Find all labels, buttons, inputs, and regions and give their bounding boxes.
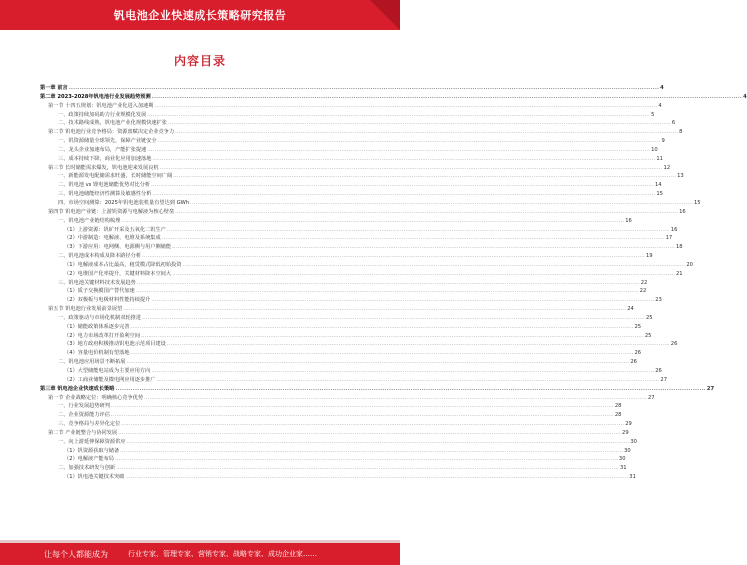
toc-entry-text: （1）上游资源：钒矿开采及五氧化二钒生产 <box>64 226 166 233</box>
toc-leader-dots <box>162 234 665 243</box>
toc-entry-text: （2）双极板与电极材料性能持续提升 <box>64 297 151 304</box>
toc-entry[interactable] <box>40 429 629 438</box>
toc-entry[interactable] <box>40 402 622 411</box>
toc-entry[interactable] <box>40 305 634 314</box>
page-footer <box>0 543 400 565</box>
toc-entry-text: （2）电解液产能布局 <box>64 456 114 463</box>
toc-entry-text: （1）大型储能电站成为主要应用方向 <box>64 368 151 374</box>
toc-leader-dots <box>141 332 644 341</box>
toc-page-number: 26 <box>634 350 642 357</box>
toc-leader-dots <box>152 155 655 164</box>
toc-leader-dots <box>136 287 639 296</box>
toc-leader-dots <box>172 243 675 252</box>
toc-leader-dots <box>167 226 670 235</box>
toc-entry[interactable] <box>40 146 658 155</box>
toc-page-number: 27 <box>706 385 715 392</box>
toc-page-number: 28 <box>614 403 622 410</box>
toc-entry-text: 第二节 钒电池行业竞争格局：资源禀赋决定企业竞争力 <box>48 129 175 136</box>
toc-entry-text: 第一章 前言 <box>40 85 68 91</box>
toc-entry-text: 二、技术路线成熟，钒电池产业化规模快速扩张 <box>58 120 167 127</box>
toc-page-number: 4 <box>743 93 747 100</box>
toc-entry-text: （4）容量电价机制有望落地 <box>64 350 130 357</box>
toc-page-number: 11 <box>656 155 663 162</box>
toc-page-number: 25 <box>645 314 653 321</box>
toc-leader-dots <box>147 111 650 120</box>
toc-leader-dots <box>160 164 663 173</box>
toc-entry-text: 二、钒电池成本构成及降本路径分析 <box>58 253 142 260</box>
toc-page-number: 5 <box>651 111 655 118</box>
toc-page-number: 31 <box>620 465 627 472</box>
toc-page-number: 20 <box>686 261 693 268</box>
toc-leader-dots <box>152 190 655 199</box>
toc-entry-text: （2）电堆国产化率提升，关键材料降本空间大 <box>64 270 172 277</box>
toc-entry-text: 四、市场空间测算：2025年钒电池装机量有望达到 GWh <box>58 199 190 206</box>
toc-entry[interactable] <box>40 155 663 164</box>
toc-entry[interactable] <box>40 181 662 190</box>
toc-page-number: 27 <box>660 376 668 383</box>
toc-entry[interactable] <box>40 226 678 235</box>
toc-entry-text: （1）钒资源获取与储备 <box>64 447 120 454</box>
toc-page-number: 24 <box>627 306 634 313</box>
toc-page-number: 29 <box>622 429 629 436</box>
toc-heading: 内容目录 <box>173 54 226 68</box>
toc-page-number: 28 <box>614 412 622 419</box>
report-header <box>0 0 400 30</box>
toc-leader-dots <box>121 420 624 429</box>
toc-entry[interactable] <box>40 367 662 376</box>
toc-entry[interactable] <box>40 84 664 93</box>
toc-entry-text: 一、新能源发电配储需求旺盛，长时储能空间广阔 <box>58 173 173 180</box>
toc-leader-dots <box>121 217 624 226</box>
toc-entry[interactable] <box>40 261 693 270</box>
toc-leader-dots <box>111 402 614 411</box>
report-title: 钒电池企业快速成长策略研究报告 <box>113 9 287 22</box>
toc-page-number: 6 <box>671 120 676 127</box>
toc-page-number: 29 <box>625 421 632 428</box>
toc-page-number: 23 <box>655 297 662 304</box>
toc-leader-dots <box>144 394 647 403</box>
table-of-contents <box>40 84 747 482</box>
toc-entry-text: 三、钒电池储能经济性测算及敏感性分析 <box>58 191 152 198</box>
toc-leader-dots <box>123 305 626 314</box>
toc-leader-dots <box>158 137 661 146</box>
toc-page-number: 25 <box>644 332 652 339</box>
toc-entry[interactable] <box>40 102 662 111</box>
toc-entry-text: 一、钒电池产业链结构梳理 <box>58 217 121 224</box>
toc-entry[interactable] <box>40 447 631 456</box>
toc-entry-text: 一、政策持续加码助力行业规模化发展 <box>58 111 147 118</box>
toc-entry[interactable] <box>40 296 662 305</box>
toc-entry[interactable] <box>40 111 655 120</box>
toc-page-number: 22 <box>639 288 647 295</box>
toc-page-number: 31 <box>629 474 636 481</box>
toc-leader-dots <box>175 208 678 217</box>
toc-entry[interactable] <box>40 464 627 473</box>
toc-page-number: 26 <box>655 368 662 374</box>
toc-entry[interactable] <box>40 119 676 128</box>
toc-page-number: 10 <box>651 146 658 153</box>
toc-entry-text: （2）电力市场改革打开盈利空间 <box>64 332 140 339</box>
toc-entry-text: （1）钒电池关键技术突破 <box>64 474 125 481</box>
toc-entry-text: 三、钒电池关键材料技术发展趋势 <box>58 279 136 286</box>
toc-page-number: 26 <box>670 341 678 348</box>
toc-entry[interactable] <box>40 420 632 429</box>
toc-entry-text: 三、竞争格局与差异化定位 <box>58 421 121 428</box>
toc-leader-dots <box>111 411 614 420</box>
toc-leader-dots <box>126 358 629 367</box>
toc-leader-dots <box>126 438 629 447</box>
toc-leader-dots <box>182 261 685 270</box>
toc-page-number: 16 <box>670 226 678 233</box>
toc-entry-text: 一、政策驱动与市场化机制双轮推进 <box>58 314 142 321</box>
toc-entry-text: （3）下游应用：电网侧、电源侧与用户侧储能 <box>64 244 172 251</box>
toc-entry[interactable] <box>40 358 637 367</box>
toc-leader-dots <box>142 252 645 261</box>
toc-entry[interactable] <box>40 243 683 252</box>
toc-entry[interactable] <box>40 172 684 181</box>
footer-roles: 行业专家、管理专家、营销专家、战略专家、成功企业家…… <box>128 550 317 558</box>
toc-page-number: 18 <box>675 244 683 251</box>
toc-entry[interactable] <box>40 217 632 226</box>
toc-entry[interactable] <box>40 323 642 332</box>
toc-entry[interactable] <box>40 234 673 243</box>
toc-leader-dots <box>151 296 654 305</box>
toc-entry-text: 三、成本持续下降，商业化应用加速落地 <box>58 155 152 162</box>
toc-page-number: 26 <box>630 359 637 366</box>
toc-entry-text: 第三节 长时储能需求爆发，钒电池迎来发展良机 <box>48 164 159 171</box>
toc-leader-dots <box>137 279 640 288</box>
toc-leader-dots <box>118 429 621 438</box>
toc-page-number: 30 <box>618 456 626 463</box>
toc-entry[interactable] <box>40 199 701 208</box>
toc-page-number: 30 <box>630 438 637 445</box>
toc-entry-text: （2）中游制造：电解液、电堆及系统集成 <box>64 235 161 242</box>
toc-entry[interactable] <box>40 332 652 341</box>
toc-page-number: 15 <box>693 199 701 206</box>
toc-leader-dots <box>69 84 659 93</box>
toc-entry-text: 第一节 企业战略定位：明确核心竞争优势 <box>48 394 144 401</box>
toc-entry[interactable] <box>40 314 653 323</box>
footer-slogan: 让每个人都能成为 <box>44 550 108 559</box>
toc-page-number: 17 <box>665 235 673 242</box>
toc-entry-text: 二、钒电池应用场景不断拓展 <box>58 359 126 366</box>
toc-entry-text: 一、向上游延伸保障资源供应 <box>58 438 126 445</box>
toc-entry[interactable] <box>40 455 626 464</box>
toc-page-number: 22 <box>640 279 648 286</box>
toc-entry[interactable] <box>40 376 668 385</box>
toc-leader-dots <box>154 102 657 111</box>
toc-entry-text: （1）电解液成本占比最高，租赁模式降低初始投资 <box>64 261 182 268</box>
toc-leader-dots <box>151 367 654 376</box>
toc-page-number: 16 <box>679 208 686 215</box>
toc-leader-dots <box>147 146 650 155</box>
toc-entry[interactable] <box>40 270 683 279</box>
toc-page-number: 16 <box>625 217 632 224</box>
toc-entry-text: 第一节 十四五规划：钒电池产业化进入加速期 <box>48 102 154 109</box>
toc-entry-text: （2）工商业储能及微电网应用逐步推广 <box>64 376 156 383</box>
toc-page-number: 21 <box>675 270 683 277</box>
toc-page-number: 15 <box>656 191 663 198</box>
toc-entry[interactable] <box>40 137 665 146</box>
toc-entry[interactable] <box>40 473 636 482</box>
toc-leader-dots <box>175 128 678 137</box>
toc-entry[interactable] <box>40 287 647 296</box>
toc-entry-text: 二、加强技术研发与创新 <box>58 465 116 472</box>
toc-entry[interactable] <box>40 93 747 102</box>
toc-entry-text: 二、企业资源能力评估 <box>58 412 110 419</box>
toc-entry-text: （3）地方政府积极推动钒电池示范项目建设 <box>64 341 166 348</box>
toc-entry-text: （1）质子交换膜国产替代加速 <box>64 288 135 295</box>
toc-entry-text: （1）储能政策体系逐步完善 <box>64 323 130 330</box>
toc-entry[interactable] <box>40 208 686 217</box>
toc-leader-dots <box>131 349 634 358</box>
toc-leader-dots <box>157 376 660 385</box>
toc-page-number: 30 <box>624 447 631 454</box>
toc-entry-text: 一、钒资源储量全球领先，保障产业链安全 <box>58 138 157 145</box>
toc-entry-text: 二、龙头企业加速布局，产能扩张提速 <box>58 146 147 153</box>
toc-entry-text: 第五节 钒电池行业发展前景展望 <box>48 306 123 313</box>
toc-entry[interactable] <box>40 340 678 349</box>
toc-page-number: 4 <box>658 102 662 109</box>
toc-entry[interactable] <box>40 385 715 394</box>
toc-page-number: 14 <box>655 182 662 189</box>
toc-entry[interactable] <box>40 128 683 137</box>
toc-entry[interactable] <box>40 252 653 261</box>
toc-leader-dots <box>125 473 628 482</box>
toc-leader-dots <box>173 172 676 181</box>
toc-leader-dots <box>172 270 675 279</box>
toc-leader-dots <box>115 455 618 464</box>
toc-entry-text: 二、钒电池 vs 锂电池储能优势对比分析 <box>58 182 151 189</box>
toc-leader-dots <box>131 323 634 332</box>
toc-page-number: 9 <box>661 138 665 145</box>
toc-leader-dots <box>152 93 742 102</box>
toc-entry[interactable] <box>40 164 671 173</box>
toc-entry[interactable] <box>40 349 642 358</box>
toc-leader-dots <box>167 340 670 349</box>
toc-page-number: 19 <box>645 253 653 260</box>
toc-page-number: 25 <box>634 323 642 330</box>
toc-leader-dots <box>116 464 619 473</box>
toc-entry-text: 第二节 产业链整合与协同发展 <box>48 429 118 436</box>
toc-entry-text: 一、行业发展趋势研判 <box>58 403 110 410</box>
toc-entry-text: 第三章 钒电池企业快速成长策略 <box>40 385 115 392</box>
toc-leader-dots <box>120 447 623 456</box>
toc-entry-text: 第四节 钒电池产业链：上游钒资源与电解液为核心壁垒 <box>48 208 175 215</box>
toc-page-number: 13 <box>677 173 684 180</box>
toc-page-number: 12 <box>663 164 671 171</box>
toc-leader-dots <box>142 314 645 323</box>
toc-leader-dots <box>168 119 671 128</box>
toc-leader-dots <box>115 385 705 394</box>
toc-entry[interactable] <box>40 279 648 288</box>
toc-entry[interactable] <box>40 190 663 199</box>
toc-page-number: 27 <box>647 394 655 401</box>
toc-page-number: 8 <box>679 129 683 136</box>
toc-leader-dots <box>190 199 693 208</box>
toc-entry[interactable] <box>40 394 655 403</box>
toc-entry-text: 第二章 2023-2028年钒电池行业发展趋势预测 <box>40 93 151 100</box>
toc-leader-dots <box>151 181 654 190</box>
toc-entry[interactable] <box>40 411 622 420</box>
toc-page-number: 4 <box>660 85 664 91</box>
toc-entry[interactable] <box>40 438 637 447</box>
